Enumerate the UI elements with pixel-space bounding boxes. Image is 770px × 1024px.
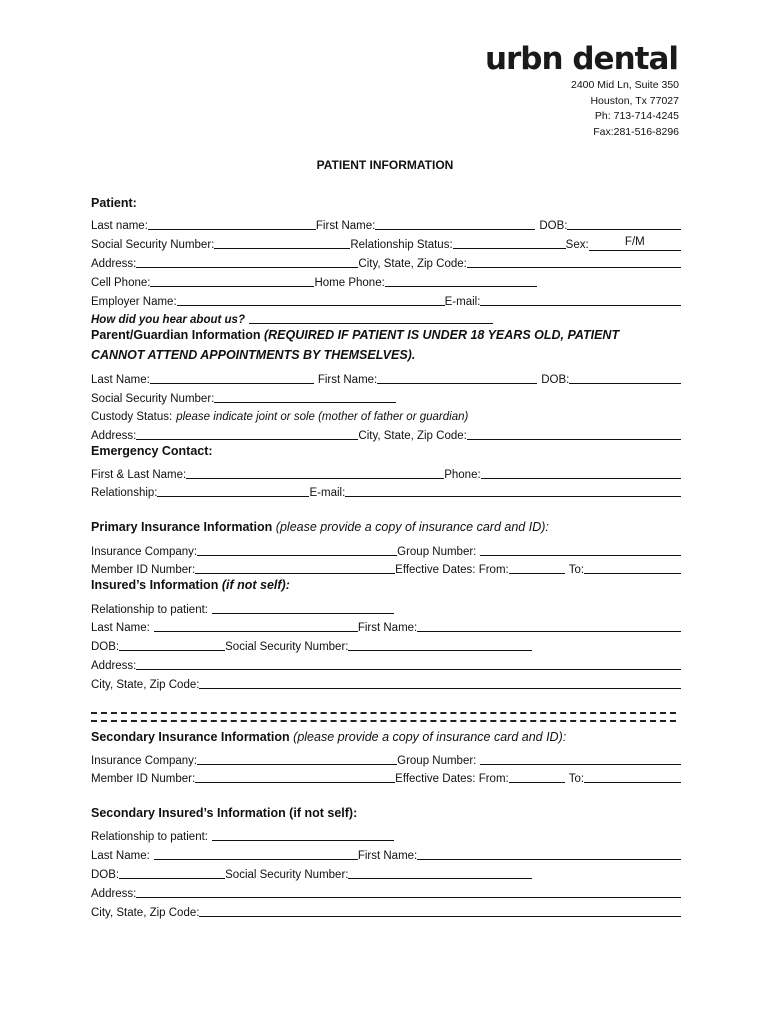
address-label: Address: — [91, 430, 137, 442]
insured-dob-row — [91, 635, 681, 653]
insured-last-name-field[interactable] — [154, 619, 358, 632]
secondary-effective-to-field[interactable] — [584, 770, 681, 783]
dob-label: DOB: — [91, 641, 120, 653]
first-name-label: First Name: — [357, 622, 418, 634]
secondary-insured-ssn-field[interactable] — [348, 866, 532, 879]
guardian-note — [91, 348, 681, 362]
first-name-label: First Name: — [357, 850, 418, 862]
home-phone-label: Home Phone: — [314, 277, 385, 289]
address-label: Address: — [91, 888, 137, 900]
patient-employer-row — [91, 290, 681, 308]
emergency-name-field[interactable] — [186, 466, 444, 479]
patient-hear-row — [91, 308, 681, 326]
insured-dob-field[interactable] — [119, 638, 225, 651]
clinic-phone: Ph: 713-714-4245 — [594, 110, 679, 122]
insured-address-field[interactable] — [136, 657, 681, 670]
dob-label: DOB: — [91, 869, 120, 881]
member-id-label: Member ID Number: — [91, 773, 196, 785]
effective-to-label: To: — [568, 773, 585, 785]
relationship-to-patient-label: Relationship to patient: — [91, 831, 208, 843]
relationship-status-label: Relationship Status: — [350, 239, 453, 251]
guardian-first-name-field[interactable] — [377, 371, 537, 384]
secondary-insured-first-name-field[interactable] — [417, 847, 681, 860]
last-name-label: Last name: — [91, 220, 148, 232]
secondary-insured-last-name-field[interactable] — [154, 847, 358, 860]
last-name-label: Last Name: — [91, 850, 150, 862]
secondary-insured-city-row — [91, 901, 681, 919]
guardian-heading — [91, 328, 681, 342]
insurance-company-label: Insurance Company: — [91, 546, 198, 558]
hear-about-label: How did you hear about us? — [91, 314, 245, 326]
guardian-note-line-2: CANNOT ATTEND APPOINTMENTS BY THEMSELVES). — [91, 348, 416, 362]
phone-label: Phone: — [444, 469, 481, 481]
secondary-insurance-note: (please provide a copy of insurance card and ID): — [293, 730, 567, 744]
email-label: E-mail: — [309, 487, 346, 499]
secondary-group-field[interactable] — [480, 752, 681, 765]
effective-to-label: To: — [568, 564, 585, 576]
address-line-1: 2400 Mid Ln, Suite 350 — [571, 79, 679, 91]
secondary-insured-heading: Secondary Insured’s Information (if not self): — [91, 806, 358, 820]
secondary-company-field[interactable] — [197, 752, 397, 765]
insured-ssn-field[interactable] — [348, 638, 532, 651]
guardian-city-state-zip-field[interactable] — [467, 427, 681, 440]
emergency-email-field[interactable] — [345, 484, 681, 497]
secondary-insured-relationship-row — [91, 825, 681, 843]
first-name-label: First Name: — [315, 220, 376, 232]
insured-note: (if not self): — [221, 578, 290, 592]
secondary-insured-dob-row — [91, 863, 681, 881]
patient-employer-field[interactable] — [177, 293, 445, 306]
urbn-dental-logo: urbn dental — [484, 41, 678, 77]
last-name-label: Last Name: — [91, 374, 150, 386]
relationship-to-patient-label: Relationship to patient: — [91, 604, 208, 616]
insured-name-row — [91, 616, 681, 634]
patient-city-state-zip-field[interactable] — [467, 255, 681, 268]
dob-label: DOB: — [539, 220, 568, 232]
patient-last-name-field[interactable] — [148, 217, 316, 230]
address-label: Address: — [91, 660, 137, 672]
custody-status-label: Custody Status: — [91, 411, 173, 423]
group-number-label: Group Number: — [397, 755, 477, 767]
patient-sex-field[interactable]: F/M — [589, 236, 681, 251]
secondary-member-row — [91, 767, 681, 785]
primary-group-field[interactable] — [480, 543, 681, 556]
emergency-relationship-row — [91, 481, 681, 499]
dob-label: DOB: — [541, 374, 570, 386]
primary-insurance-heading — [91, 520, 681, 534]
patient-heading: Patient: — [91, 196, 137, 210]
guardian-heading-text: Parent/Guardian Information — [91, 328, 261, 342]
primary-company-row — [91, 540, 681, 558]
patient-ssn-field[interactable] — [214, 236, 350, 249]
clinic-address — [571, 78, 679, 140]
primary-insurance-note: (please provide a copy of insurance card and ID): — [275, 520, 549, 534]
primary-member-row — [91, 558, 681, 576]
primary-member-id-field[interactable] — [195, 561, 395, 574]
patient-dob-field[interactable] — [567, 217, 681, 230]
contact-name-label: First & Last Name: — [91, 469, 187, 481]
secondary-insured-dob-field[interactable] — [119, 866, 225, 879]
address-line-2: Houston, Tx 77027 — [590, 94, 679, 107]
address-label: Address: — [91, 258, 137, 270]
hear-about-field[interactable] — [249, 311, 493, 324]
ssn-label: Social Security Number: — [225, 869, 349, 881]
secondary-company-row — [91, 749, 681, 767]
insured-relationship-field[interactable] — [212, 601, 394, 614]
secondary-member-id-field[interactable] — [195, 770, 395, 783]
city-state-zip-label: City, State, Zip Code: — [91, 679, 200, 691]
employer-label: Employer Name: — [91, 296, 177, 308]
patient-ssn-row — [91, 233, 681, 251]
emergency-relationship-field[interactable] — [157, 484, 309, 497]
guardian-dob-field[interactable] — [569, 371, 681, 384]
guardian-address-row — [91, 424, 681, 442]
insured-first-name-field[interactable] — [417, 619, 681, 632]
secondary-insurance-heading — [91, 730, 681, 744]
primary-effective-from-field[interactable] — [509, 561, 565, 574]
cell-phone-label: Cell Phone: — [91, 277, 151, 289]
guardian-last-name-field[interactable] — [150, 371, 314, 384]
patient-relationship-status-field[interactable] — [453, 236, 566, 249]
ssn-label: Social Security Number: — [225, 641, 349, 653]
insured-heading-text: Insured’s Information — [91, 578, 219, 592]
patient-first-name-field[interactable] — [375, 217, 535, 230]
patient-address-field[interactable] — [136, 255, 358, 268]
patient-home-phone-field[interactable] — [385, 274, 537, 287]
secondary-insured-address-field[interactable] — [136, 885, 681, 898]
secondary-effective-from-field[interactable] — [509, 770, 565, 783]
guardian-address-field[interactable] — [136, 427, 358, 440]
patient-email-field[interactable] — [480, 293, 681, 306]
first-name-label: First Name: — [317, 374, 378, 386]
email-label: E-mail: — [444, 296, 481, 308]
guardian-ssn-row — [91, 387, 681, 405]
secondary-insured-address-row — [91, 882, 681, 900]
custody-status-note: please indicate joint or sole (mother of father or guardian) — [176, 411, 469, 423]
insured-address-row — [91, 654, 681, 672]
insured-city-state-zip-field[interactable] — [199, 676, 681, 689]
effective-from-label: Effective Dates: From: — [395, 773, 509, 785]
patient-name-row — [91, 214, 681, 232]
relationship-label: Relationship: — [91, 487, 158, 499]
patient-address-row — [91, 252, 681, 270]
guardian-note-line-1: (REQUIRED IF PATIENT IS UNDER 18 YEARS OLD, PATIENT — [263, 328, 620, 342]
city-state-zip-label: City, State, Zip Code: — [91, 907, 200, 919]
emergency-phone-field[interactable] — [481, 466, 681, 479]
emergency-name-row — [91, 463, 681, 481]
sex-label: Sex: — [565, 239, 589, 251]
insured-relationship-row — [91, 598, 681, 616]
primary-company-field[interactable] — [197, 543, 397, 556]
secondary-insured-name-row — [91, 844, 681, 862]
secondary-insured-relationship-field[interactable] — [212, 828, 394, 841]
city-state-zip-label: City, State, Zip Code: — [358, 430, 467, 442]
ssn-label: Social Security Number: — [91, 393, 215, 405]
section-divider — [91, 712, 676, 722]
patient-phone-row — [91, 271, 681, 289]
guardian-name-row — [91, 368, 681, 386]
insurance-company-label: Insurance Company: — [91, 755, 198, 767]
form-title: PATIENT INFORMATION — [316, 158, 454, 172]
member-id-label: Member ID Number: — [91, 564, 196, 576]
city-state-zip-label: City, State, Zip Code: — [358, 258, 467, 270]
group-number-label: Group Number: — [397, 546, 477, 558]
secondary-insurance-heading-text: Secondary Insurance Information — [91, 730, 290, 744]
last-name-label: Last Name: — [91, 622, 150, 634]
guardian-ssn-field[interactable] — [214, 390, 396, 403]
patient-cell-phone-field[interactable] — [150, 274, 314, 287]
secondary-insured-city-state-zip-field[interactable] — [199, 904, 681, 917]
primary-insurance-heading-text: Primary Insurance Information — [91, 520, 273, 534]
emergency-heading: Emergency Contact: — [91, 444, 213, 458]
effective-from-label: Effective Dates: From: — [395, 564, 509, 576]
clinic-fax: Fax:281-516-8296 — [593, 125, 679, 138]
insured-city-row — [91, 673, 681, 691]
primary-effective-to-field[interactable] — [584, 561, 681, 574]
insured-heading — [91, 578, 681, 592]
guardian-custody-row — [91, 405, 681, 423]
ssn-label: Social Security Number: — [91, 239, 215, 251]
